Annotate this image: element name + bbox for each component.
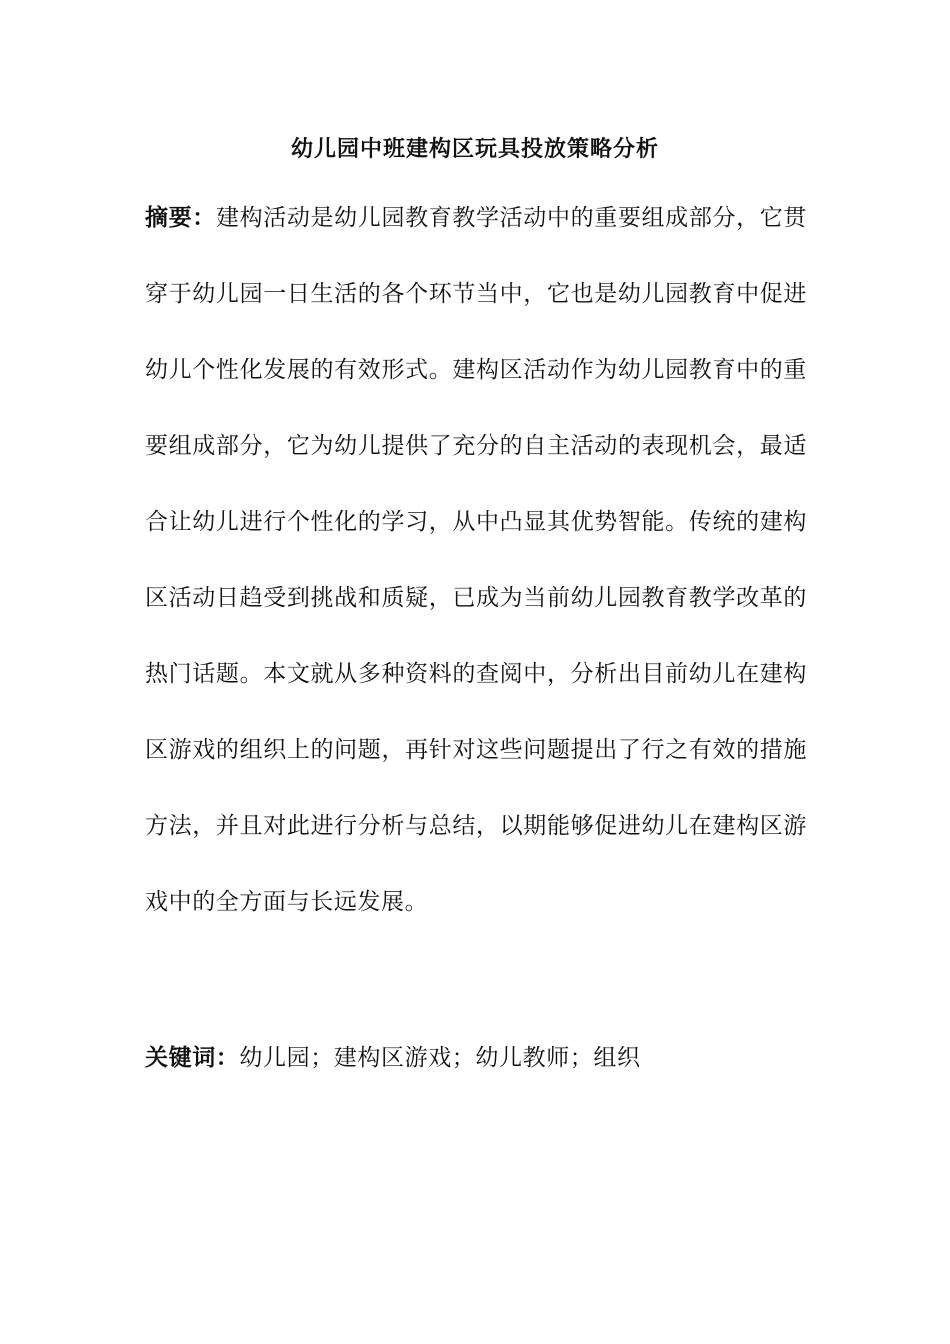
document-title: 幼儿园中班建构区玩具投放策略分析 [290, 137, 659, 162]
keywords-label: 关键词： [145, 1045, 240, 1071]
abstract-paragraph [145, 180, 807, 940]
keywords-text: 幼儿园；建构区游戏；幼儿教师；组织 [239, 1045, 641, 1071]
keywords-line [145, 1036, 807, 1080]
abstract-text: 建构活动是幼儿园教育教学活动中的重要组成部分，它贯穿于幼儿园一日生活的各个环节当中，它也是幼儿园教育中促进幼儿个性化发展的有效形式。建构区活动作为幼儿园教育中的重要组成部分，它为幼儿提供了充分的自主活动的表现机会，最适合让幼儿进行个性化的学习，从中凸显其优势智能。传统的建构区活动日趋受到挑战和质疑，已成为当前幼儿园教育教学改革的热门话题。本文就从多种资料的查阅中，分析出目前幼儿在建构区游戏的组织上的问题，再针对这些问题提出了行之有效的措施方法，并且对此进行分析与总结，以期能够促进幼儿在建构区游戏中的全方面与长远发展。 [145, 205, 807, 915]
abstract-label: 摘要： [145, 205, 216, 231]
